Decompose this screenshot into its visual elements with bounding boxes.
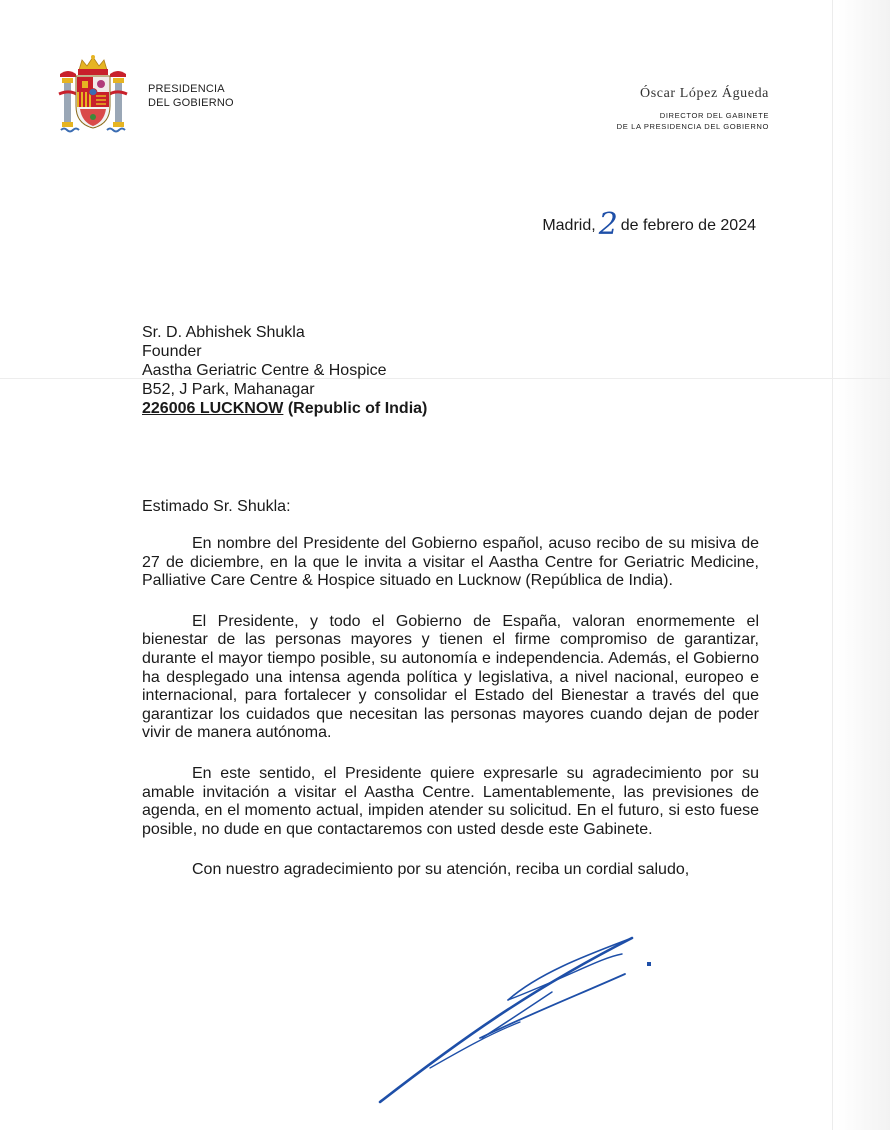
- paragraph-1: En nombre del Presidente del Gobierno español, acuso recibo de su misiva de 27 de diciembre, en la que le invita a visitar el Aastha Centre for Geriatric Medicine, Palliative Care Centre & Hospice situado en Lucknow (República de India).: [142, 535, 759, 590]
- letter-date: [542, 207, 756, 242]
- sender-title-line-1: DIRECTOR DEL GABINETE: [659, 111, 769, 120]
- date-day-handwritten: 2: [598, 207, 618, 242]
- recipient-street: B52, J Park, Mahanagar: [142, 381, 315, 398]
- date-rest: de febrero de 2024: [620, 217, 756, 234]
- salutation: Estimado Sr. Shukla:: [142, 498, 291, 515]
- date-city: Madrid,: [542, 217, 596, 234]
- letter-body: [142, 535, 759, 902]
- paragraph-3: En este sentido, el Presidente quiere expresarle su agradecimiento por su amable invitación a visitar el Aastha Centre. Lamentablemente, las previsiones de agenda, en el momento actual, impiden atender su solicitud. En el futuro, si esto fuese posible, no dude en que contactaremos con usted desde este Gabinete.: [142, 764, 759, 838]
- scan-edge: [832, 0, 833, 1130]
- paragraph-2: El Presidente, y todo el Gobierno de España, valoran enormemente el bienestar de las personas mayores y tienen el firme compromiso de garantizar, durante el mayor tiempo posible, su autonomía e independencia. Además, el Gobierno ha desplegado una intensa agenda política y legislativa, a nivel nacional, europeo e internacional, para fortalecer y consolidar el Estado del Bienestar a través del que garantizar los cuidados que necesitan las personas mayores cuando dejan de poder vivir de manera autónoma.: [142, 612, 759, 742]
- spain-coat-of-arms-icon: [58, 54, 128, 136]
- recipient-organization: Aastha Geriatric Centre & Hospice: [142, 362, 387, 379]
- recipient-country: (Republic of India): [283, 400, 428, 417]
- recipient-name: Sr. D. Abhishek Shukla: [142, 324, 305, 341]
- scan-artifact-line: [0, 378, 890, 379]
- org-line-2: DEL GOBIERNO: [148, 97, 234, 109]
- closing-paragraph: Con nuestro agradecimiento por su atención, reciba un cordial saludo,: [192, 861, 690, 879]
- recipient-city-postal: 226006 LUCKNOW: [142, 400, 284, 417]
- organization-name: [148, 82, 234, 110]
- scan-shadow: [838, 0, 890, 1130]
- recipient-role: Founder: [142, 343, 202, 360]
- handwritten-signature: [370, 930, 670, 1120]
- sender-title: [617, 110, 769, 132]
- sender-title-line-2: DE LA PRESIDENCIA DEL GOBIERNO: [616, 122, 769, 131]
- recipient-city-line: [142, 399, 427, 418]
- recipient-address: [142, 323, 427, 418]
- org-line-1: PRESIDENCIA: [148, 83, 225, 95]
- sender-block: [617, 86, 769, 132]
- sender-name: Óscar López Águeda: [640, 86, 769, 101]
